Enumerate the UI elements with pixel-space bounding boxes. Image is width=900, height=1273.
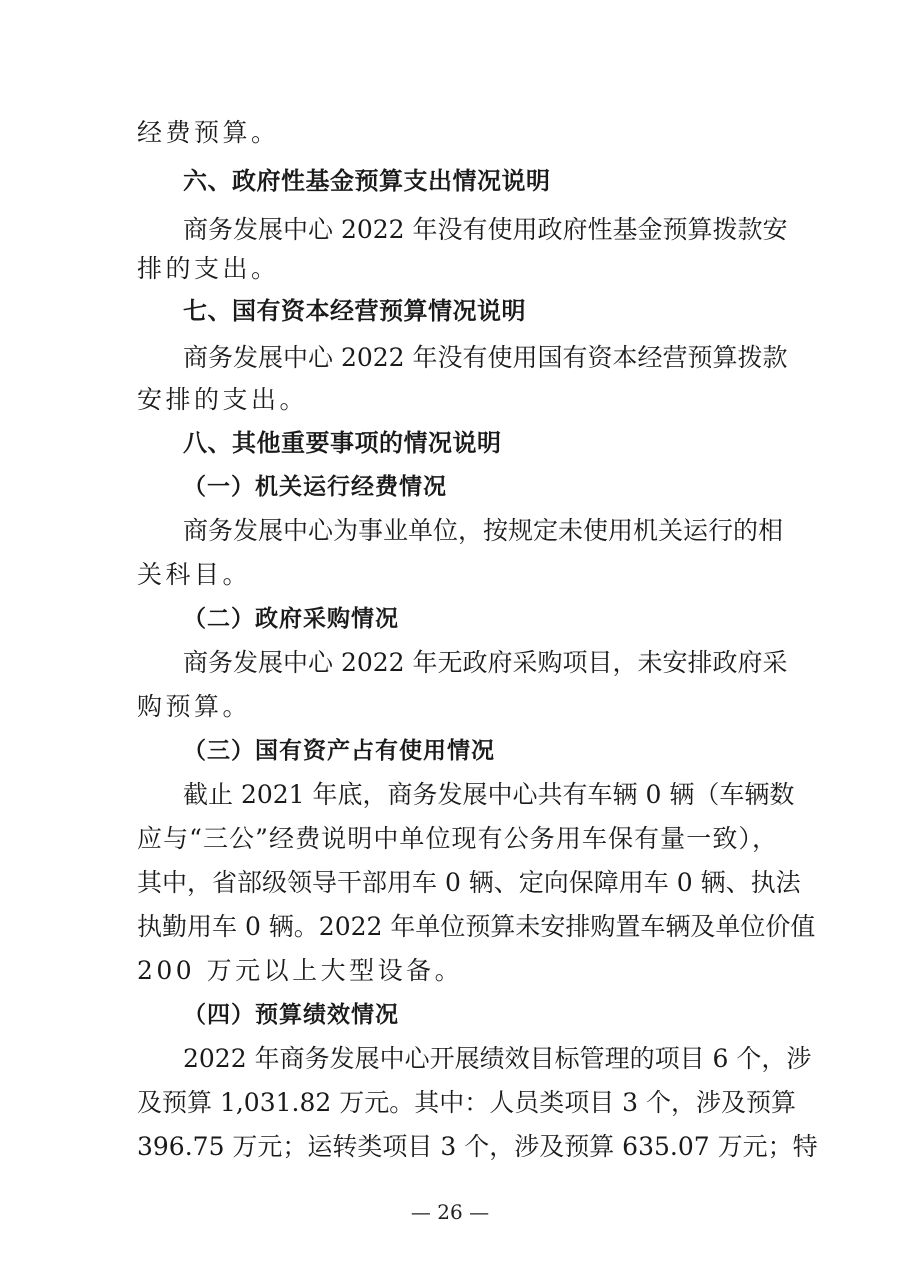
subsection-heading-3: （三）国有资产占有使用情况 — [183, 737, 495, 764]
body-text-line: 商务发展中心 2022 年没有使用国有资本经营预算拨款 — [183, 343, 788, 372]
body-text-line: 关科目。 — [137, 560, 252, 589]
body-text-line: 商务发展中心 2022 年没有使用政府性基金预算拨款安 — [183, 215, 788, 244]
subsection-heading-4: （四）预算绩效情况 — [183, 1001, 399, 1028]
body-text-line: 及预算 1,031.82 万元。其中：人员类项目 3 个，涉及预算 — [137, 1088, 797, 1117]
body-text-line: 商务发展中心为事业单位，按规定未使用机关运行的相 — [183, 516, 784, 545]
section-heading-8: 八、其他重要事项的情况说明 — [183, 429, 502, 457]
body-text-line: 购预算。 — [137, 692, 252, 721]
section-heading-7: 七、国有资本经营预算情况说明 — [183, 297, 526, 325]
body-text-line: 396.75 万元；运转类项目 3 个，涉及预算 635.07 万元；特 — [137, 1132, 818, 1161]
subsection-heading-2: （二）政府采购情况 — [183, 605, 399, 632]
body-text-line: 截止 2021 年底，商务发展中心共有车辆 0 辆（车辆数 — [183, 780, 795, 809]
subsection-heading-1: （一）机关运行经费情况 — [183, 473, 447, 500]
body-text-line: 2022 年商务发展中心开展绩效目标管理的项目 6 个，涉 — [183, 1044, 812, 1073]
section-heading-6: 六、政府性基金预算支出情况说明 — [183, 167, 551, 195]
body-text-line: 执勤用车 0 辆。2022 年单位预算未安排购置车辆及单位价值 — [137, 912, 816, 941]
body-text-line: 经费预算。 — [137, 118, 280, 147]
body-text-line: 其中，省部级领导干部用车 0 辆、定向保障用车 0 辆、执法 — [137, 868, 801, 897]
body-text-line: 应与“三公”经费说明中单位现有公务用车保有量一致）， — [137, 824, 777, 853]
body-text-line: 200 万元以上大型设备。 — [137, 956, 464, 985]
body-text-line: 排的支出。 — [137, 254, 280, 283]
page-number: — 26 — — [410, 1200, 490, 1224]
body-text-line: 商务发展中心 2022 年无政府采购项目，未安排政府采 — [183, 648, 788, 677]
body-text-line: 安排的支出。 — [137, 385, 309, 414]
